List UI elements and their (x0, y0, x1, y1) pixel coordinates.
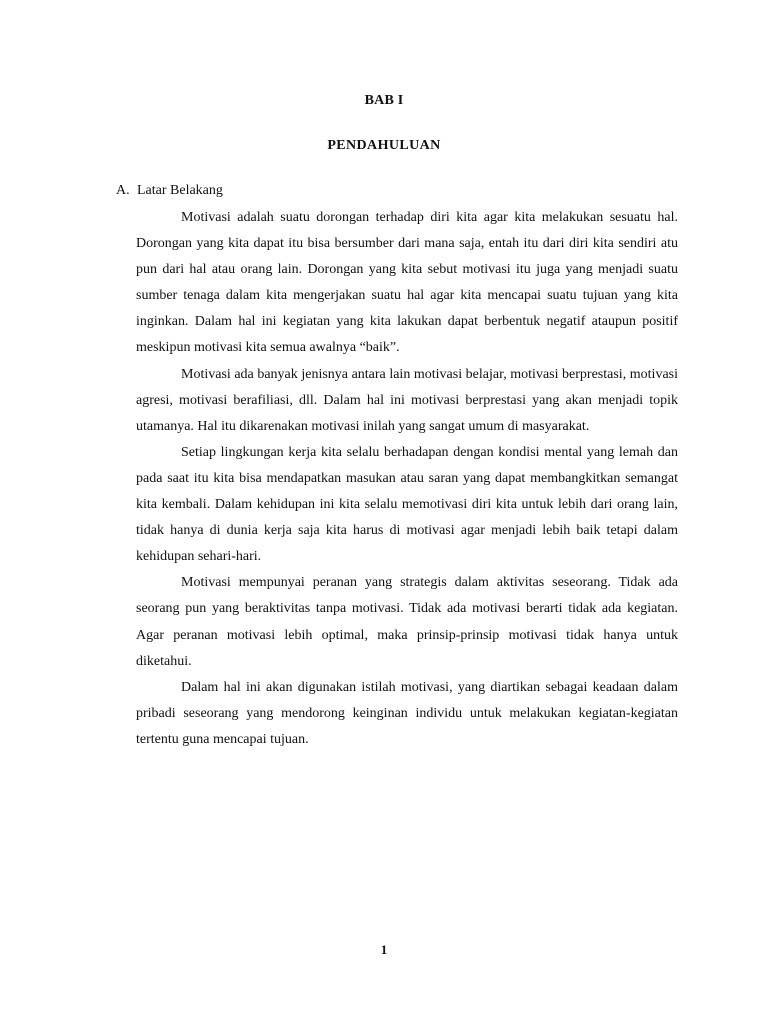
paragraph-5: Dalam hal ini akan digunakan istilah motivasi, yang diartikan sebagai keadaan dalam pribadi seseorang yang mendorong keinginan individu untuk melakukan kegiatan-kegiatan tertentu guna mencapai tujuan. (136, 679, 678, 747)
section-heading (116, 183, 223, 199)
section-marker: A. (116, 183, 130, 198)
paragraph-3: Setiap lingkungan kerja kita selalu berhadapan dengan kondisi mental yang lemah dan pada saat itu kita bisa mendapatkan masukan atau saran yang dapat membangkitkan semangat kita kembali. Dalam kehidupan ini kita selalu memotivasi diri kita untuk lebih dari orang lain, tidak hanya di dunia kerja saja kita harus di motivasi agar menjadi lebih baik tetapi dalam kehidupan sehari-hari. (136, 444, 678, 565)
page-number: 1 (380, 942, 388, 957)
section-title: Latar Belakang (137, 183, 223, 198)
chapter-title: PENDAHULUAN (327, 138, 441, 153)
body-text (136, 205, 678, 753)
chapter-number: BAB I (364, 93, 404, 108)
paragraph-4: Motivasi mempunyai peranan yang strategis dalam aktivitas seseorang. Tidak ada seorang pun yang beraktivitas tanpa motivasi. Tidak ada motivasi berarti tidak ada kegiatan. Agar peranan motivasi lebih optimal, maka prinsip-prinsip motivasi tidak hanya untuk diketahui. (136, 575, 678, 669)
paragraph-1: Motivasi adalah suatu dorongan terhadap diri kita agar kita melakukan sesuatu hal. Dorongan yang kita dapat itu bisa bersumber dari mana saja, entah itu dari diri kita sendiri atu pun dari hal atau orang lain. Dorongan yang kita sebut motivasi itu juga yang menjadi suatu sumber tenaga dalam kita mengerjakan suatu hal agar kita mencapai suatu tujuan yang kita inginkan. Dalam hal ini kegiatan yang kita lakukan dapat berbentuk negatif ataupun positif meskipun motivasi kita semua awalnya “baik”. (136, 210, 678, 356)
paragraph-2: Motivasi ada banyak jenisnya antara lain motivasi belajar, motivasi berprestasi, motivasi agresi, motivasi berafiliasi, dll. Dalam hal ini motivasi berprestasi yang akan menjadi topik utamanya. Hal itu dikarenakan motivasi inilah yang sangat umum di masyarakat. (136, 366, 678, 434)
